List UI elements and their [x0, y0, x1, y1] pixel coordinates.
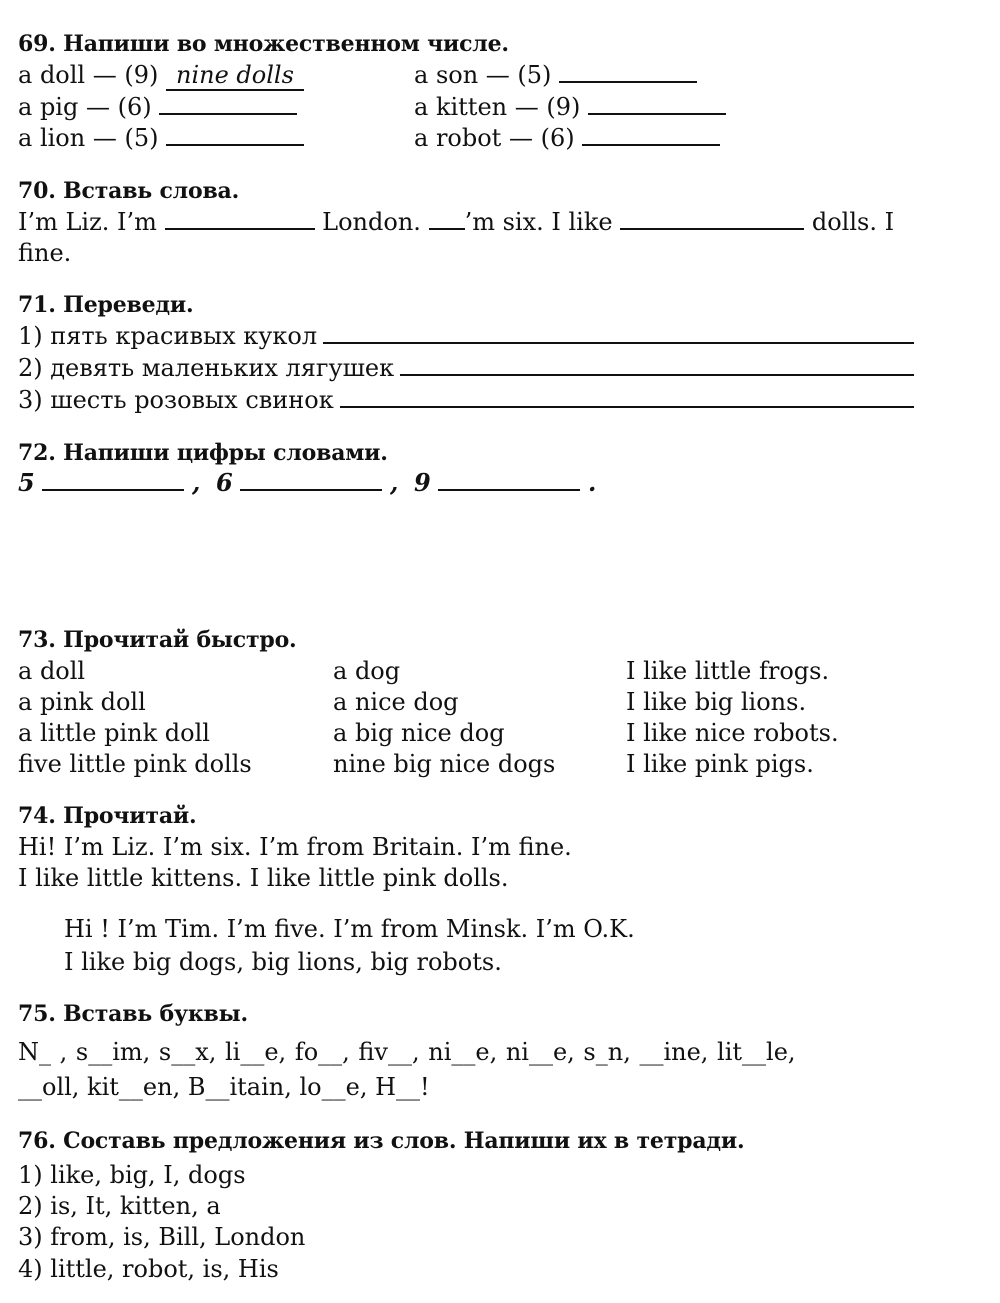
ex76-item: 4) little, robot, is, His [18, 1255, 279, 1283]
ex73-col3-item: I like little frogs. [626, 657, 830, 685]
exercise-74-title: 74. Прочитай. [18, 803, 197, 829]
ex69-left-3 [18, 124, 304, 152]
ex71-item-3 [18, 386, 914, 414]
ex69-answer-blank[interactable] [582, 124, 720, 146]
ex72-line [18, 469, 596, 497]
ex71-blank[interactable] [400, 356, 914, 376]
ex76-item: 3) from, is, Bill, London [18, 1223, 306, 1251]
ex69-right-1 [414, 61, 697, 89]
ex74-paragraph-line: I like big dogs, big lions, big robots. [64, 948, 502, 976]
ex69-right-3 [414, 124, 720, 152]
ex71-item-1 [18, 322, 914, 350]
ex72-blank[interactable] [438, 469, 580, 491]
ex74-paragraph-line: Hi ! I’m Tim. I’m five. I’m from Minsk. I’m O.K. [64, 915, 635, 943]
ex70-text: I’m Liz. I’m [18, 208, 157, 236]
ex69-item: a son — (5) [414, 61, 552, 89]
exercise-73-title: 73. Прочитай быстро. [18, 627, 297, 653]
ex73-col1-item: five little pink dolls [18, 750, 252, 778]
ex73-col2-item: nine big nice dogs [333, 750, 556, 778]
ex73-col3-item: I like nice robots. [626, 719, 839, 747]
ex69-left-1 [18, 61, 304, 91]
ex71-blank[interactable] [323, 324, 914, 344]
exercise-71-title: 71. Переведи. [18, 292, 194, 318]
ex72-number: 6 [215, 468, 233, 497]
ex69-answer-blank[interactable] [588, 93, 726, 115]
ex73-col3-item: I like big lions. [626, 688, 807, 716]
ex72-sep: , [389, 468, 399, 497]
ex73-col2-item: a nice dog [333, 688, 459, 716]
ex73-col2-item: a dog [333, 657, 401, 685]
ex70-blank[interactable] [165, 208, 315, 230]
ex69-right-2 [414, 93, 726, 121]
ex74-paragraph-line: I like little kittens. I like little pink dolls. [18, 864, 509, 892]
ex70-blank[interactable] [620, 208, 804, 230]
ex72-sep: , [191, 468, 201, 497]
ex69-answer-blank[interactable] [159, 93, 297, 115]
ex70-text: London. [322, 208, 421, 236]
ex69-item: a kitten — (9) [414, 93, 581, 121]
ex69-item: a doll — (9) [18, 61, 159, 89]
exercise-72-title: 72. Напиши цифры словами. [18, 440, 388, 466]
ex72-blank[interactable] [42, 469, 184, 491]
ex70-text: dolls. I [811, 208, 895, 236]
ex72-number: 5 [18, 468, 35, 497]
ex73-col2-item: a big nice dog [333, 719, 505, 747]
ex73-col1-item: a little pink doll [18, 719, 210, 747]
ex71-text: 1) пять красивых кукол [18, 322, 318, 350]
ex72-blank[interactable] [240, 469, 382, 491]
ex69-item: a robot — (6) [414, 124, 575, 152]
exercise-76-title: 76. Составь предложения из слов. Напиши их в тетради. [18, 1128, 745, 1154]
exercise-69-title: 69. Напиши во множественном числе. [18, 31, 509, 57]
ex71-blank[interactable] [340, 388, 914, 408]
ex73-col1-item: a doll [18, 657, 86, 685]
ex75-letters-line: N_ , s__im, s__x, li__e, fo__, fiv__, ni__e, ni__e, s_n, __ine, lit__le, [18, 1038, 796, 1066]
ex70-blank[interactable] [429, 208, 465, 230]
ex71-item-2 [18, 354, 914, 382]
exercise-70-title: 70. Вставь слова. [18, 178, 240, 204]
ex69-answer-filled: nine dolls [166, 61, 304, 91]
ex72-number: 9 [413, 468, 431, 497]
ex69-answer-blank[interactable] [559, 61, 697, 83]
exercise-75-title: 75. Вставь буквы. [18, 1001, 248, 1027]
ex72-end: . [587, 468, 597, 497]
ex69-answer-blank[interactable] [166, 124, 304, 146]
ex76-item: 2) is, It, kitten, a [18, 1192, 221, 1220]
ex74-paragraph-line: Hi! I’m Liz. I’m six. I’m from Britain. I’m fine. [18, 833, 572, 861]
ex71-text: 3) шесть розовых свинок [18, 386, 334, 414]
ex75-letters-line: __oll, kit__en, B__itain, lo__e, H__! [18, 1073, 430, 1101]
ex71-text: 2) девять маленьких лягушек [18, 354, 395, 382]
ex70-line-2: fine. [18, 239, 72, 267]
ex70-text: ’m six. I like [464, 208, 613, 236]
ex69-item: a lion — (5) [18, 124, 159, 152]
ex70-line-1 [18, 208, 894, 236]
ex69-left-2 [18, 93, 297, 121]
ex73-col3-item: I like pink pigs. [626, 750, 814, 778]
ex76-item: 1) like, big, I, dogs [18, 1161, 246, 1189]
ex73-col1-item: a pink doll [18, 688, 146, 716]
ex69-item: a pig — (6) [18, 93, 152, 121]
